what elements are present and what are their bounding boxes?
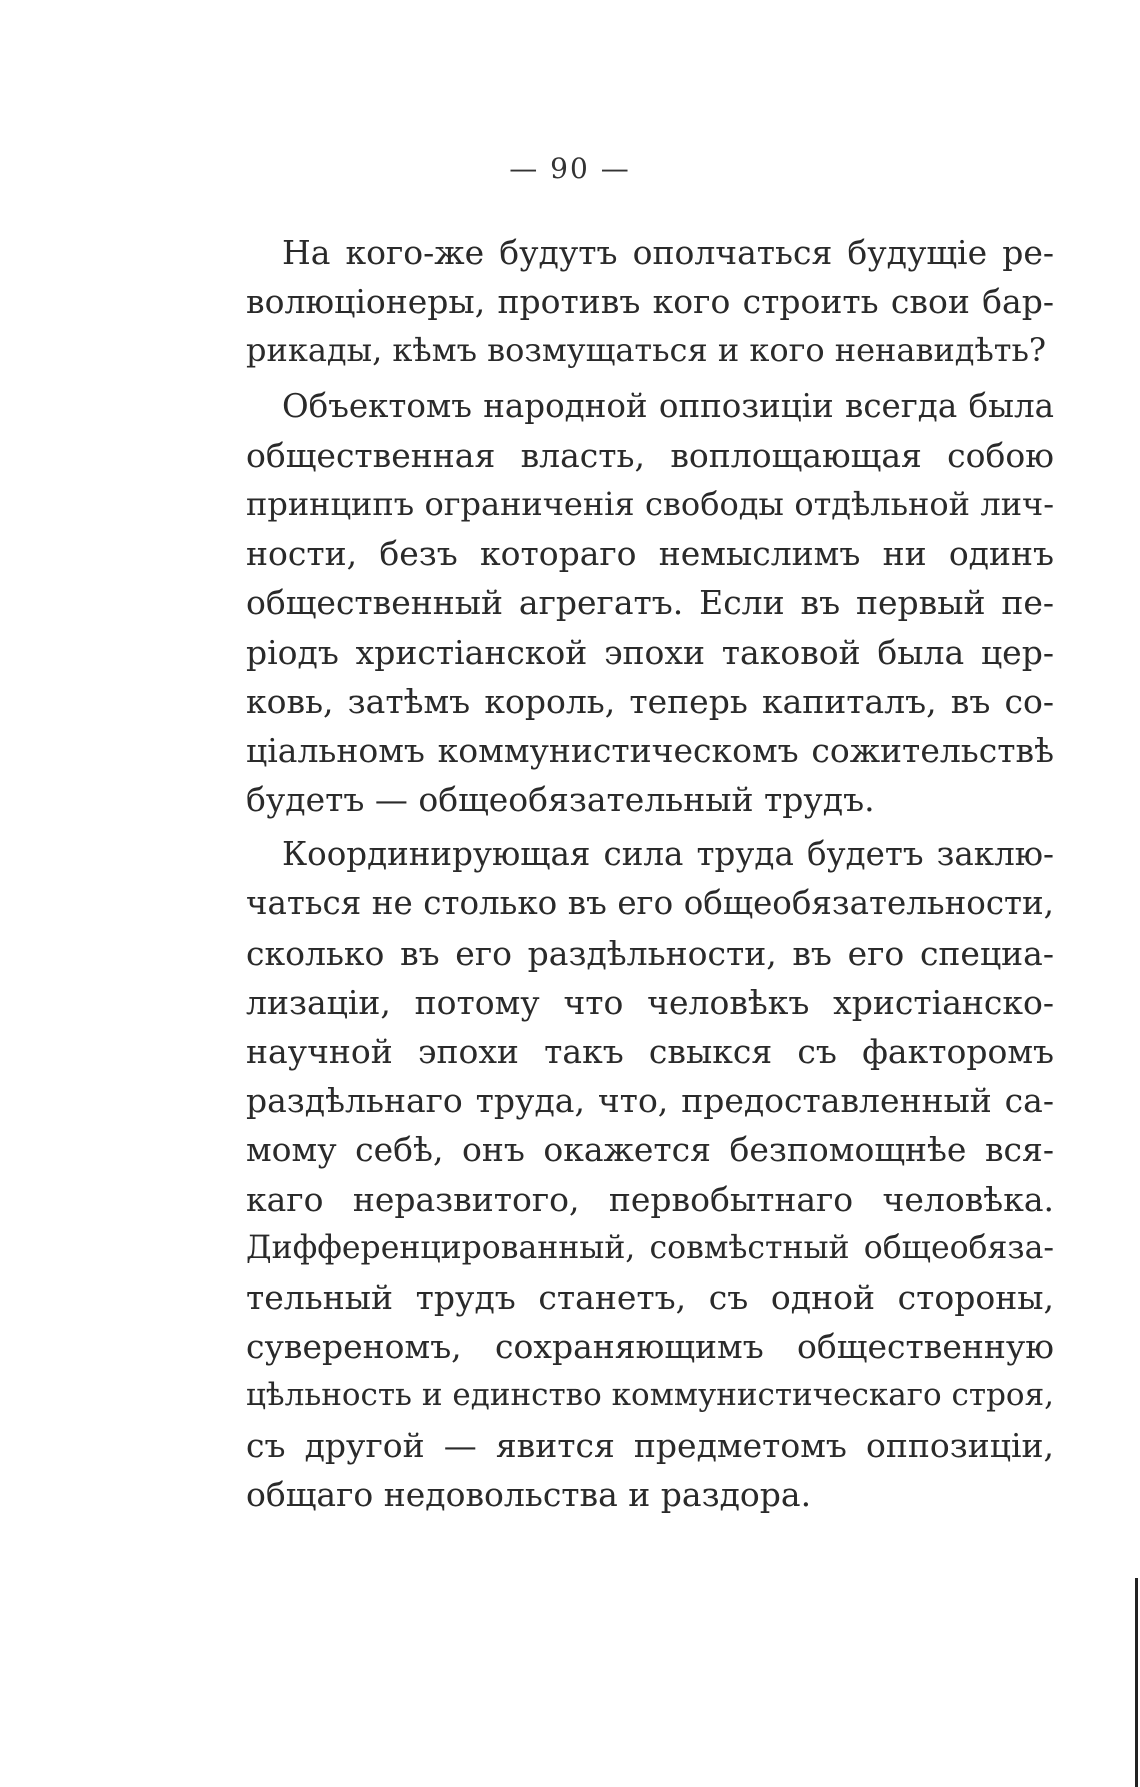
text-line: лизаціи, потому что человѣкъ христіанско- [246,982,1054,1022]
text-line: общественный агрегатъ. Если въ первый пе- [246,583,1054,623]
text-line: чаться не столько въ его общеобязательности, [246,884,1054,923]
text-line: будетъ — общеобязательный трудъ. [246,780,875,820]
text-line: ріодъ христіанской эпохи таковой была цер- [246,632,1054,672]
text-line: ности, безъ котораго немыслимъ ни одинъ [246,534,1054,574]
text-line: каго неразвитого, первобытнаго человѣка. [246,1179,1054,1219]
text-line: волюціонеры, противъ кого строить свои бар- [246,282,1054,322]
text-line: съ другой — явится предметомъ оппозиціи, [246,1425,1054,1465]
paragraph-3 [246,830,1054,1519]
page-number: — 90 — [509,152,631,185]
text-line: цѣльность и единство коммунистическаго строя, [246,1377,1054,1414]
text-line: мому себѣ, онъ окажется безпомощнѣе вся- [246,1130,1054,1170]
text-line: Дифференцированный, совмѣстный общеобяза- [246,1229,1054,1266]
paragraph-1 [246,228,1054,376]
text-line: научной эпохи такъ свыкся съ факторомъ [246,1032,1054,1071]
text-line: рикады, кѣмъ возмущаться и кого ненавидѣть? [246,331,1047,370]
text-line: ковь, затѣмъ король, теперь капиталъ, въ со- [246,681,1054,721]
text-line: общественная власть, воплощающая собою [246,435,1054,475]
text-line: общаго недовольства и раздора. [246,1474,812,1514]
text-line: Объектомъ народной оппозиціи всегда была [282,386,1054,425]
page-edge-line [1135,1578,1138,1787]
text-line: раздѣльнаго труда, что, предоставленный са- [246,1081,1054,1121]
paragraph-2 [246,382,1054,825]
text-line: ціальномъ коммунистическомъ сожительствѣ [246,730,1054,770]
text-line: сувереномъ, сохраняющимъ общественную [246,1327,1054,1367]
body-text [246,228,1054,1519]
text-line: Координирующая сила труда будетъ заклю- [282,835,1054,874]
text-line: принципъ ограниченія свободы отдѣльной лич- [246,484,1054,523]
text-line: сколько въ его раздѣльности, въ его специа- [246,933,1054,973]
text-line: тельный трудъ станетъ, съ одной стороны, [246,1277,1054,1317]
text-line: На кого-же будутъ ополчаться будущіе ре- [282,233,1054,272]
